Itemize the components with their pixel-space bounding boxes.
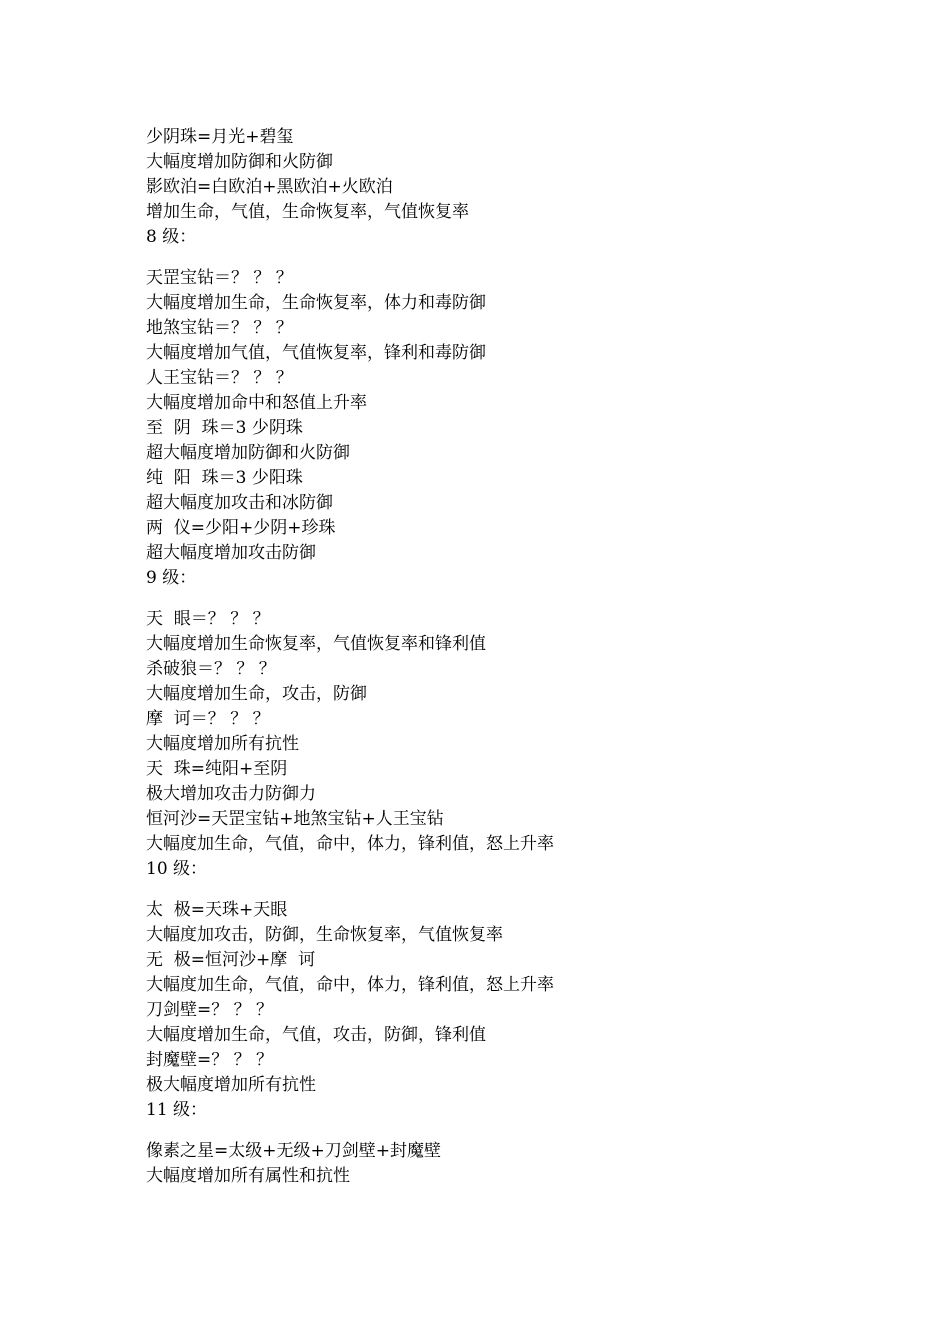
text-line: 天罡宝钻＝？ ？ ？ <box>146 268 293 288</box>
text-line: 像素之星=太级+无级+刀剑壁+封魔壁 <box>146 1141 441 1161</box>
section-level-10 <box>146 898 866 1123</box>
section-level-7 <box>146 125 866 250</box>
text-line: 纯 阳 珠＝3 少阳珠 <box>146 468 303 488</box>
text-line: 地煞宝钻＝？ ？ ？ <box>146 318 293 338</box>
section-level-8 <box>146 266 866 591</box>
text-line: 天 珠=纯阳+至阴 <box>146 759 288 779</box>
text-line: 大幅度增加气值，气值恢复率，锋利和毒防御 <box>146 343 486 363</box>
text-line: 大幅度增加防御和火防御 <box>146 152 333 172</box>
level-heading: 11 级： <box>146 1100 208 1120</box>
text-line: 大幅度增加所有属性和抗性 <box>146 1166 350 1186</box>
text-line: 摩 诃＝？ ？ ？ <box>146 709 270 729</box>
text-line: 恒河沙=天罡宝钻+地煞宝钻+人王宝钻 <box>146 809 444 829</box>
text-line: 人王宝钻＝？ ？ ？ <box>146 368 293 388</box>
text-line: 超大幅度加攻击和冰防御 <box>146 493 333 513</box>
text-line: 影欧泊=白欧泊+黑欧泊+火欧泊 <box>146 177 393 197</box>
text-line: 极大幅度增加所有抗性 <box>146 1075 316 1095</box>
text-line: 刀剑壁=？ ？ ？ <box>146 1000 274 1020</box>
text-line: 增加生命，气值，生命恢复率，气值恢复率 <box>146 202 469 222</box>
text-line: 超大幅度增加攻击防御 <box>146 543 316 563</box>
level-heading: 10 级： <box>146 859 208 879</box>
document-body <box>146 125 866 1189</box>
text-line: 大幅度增加生命，生命恢复率，体力和毒防御 <box>146 293 486 313</box>
text-line: 大幅度加攻击，防御，生命恢复率，气值恢复率 <box>146 925 503 945</box>
level-heading: 8 级： <box>146 227 197 247</box>
text-line: 超大幅度增加防御和火防御 <box>146 443 350 463</box>
text-line: 两 仪=少阳+少阴+珍珠 <box>146 518 336 538</box>
level-heading: 9 级： <box>146 568 197 588</box>
section-level-9 <box>146 607 866 882</box>
text-line: 大幅度加生命，气值，命中，体力，锋利值，怒上升率 <box>146 834 554 854</box>
text-line: 无 极=恒河沙+摩 诃 <box>146 950 316 970</box>
text-line: 大幅度增加所有抗性 <box>146 734 299 754</box>
section-level-11 <box>146 1139 866 1189</box>
text-line: 大幅度增加生命，攻击，防御 <box>146 684 367 704</box>
text-line: 杀破狼＝？ ？ ？ <box>146 659 276 679</box>
text-line: 封魔壁=？ ？ ？ <box>146 1050 274 1070</box>
text-line: 大幅度增加生命，气值，攻击，防御，锋利值 <box>146 1025 486 1045</box>
text-line: 极大增加攻击力防御力 <box>146 784 316 804</box>
text-line: 至 阴 珠＝3 少阴珠 <box>146 418 303 438</box>
text-line: 大幅度增加生命恢复率，气值恢复率和锋利值 <box>146 634 486 654</box>
text-line: 天 眼＝？ ？ ？ <box>146 609 270 629</box>
text-line: 少阴珠=月光+碧玺 <box>146 127 294 147</box>
text-line: 大幅度加生命，气值，命中，体力，锋利值，怒上升率 <box>146 975 554 995</box>
text-line: 太 极=天珠+天眼 <box>146 900 288 920</box>
text-line: 大幅度增加命中和怒值上升率 <box>146 393 367 413</box>
